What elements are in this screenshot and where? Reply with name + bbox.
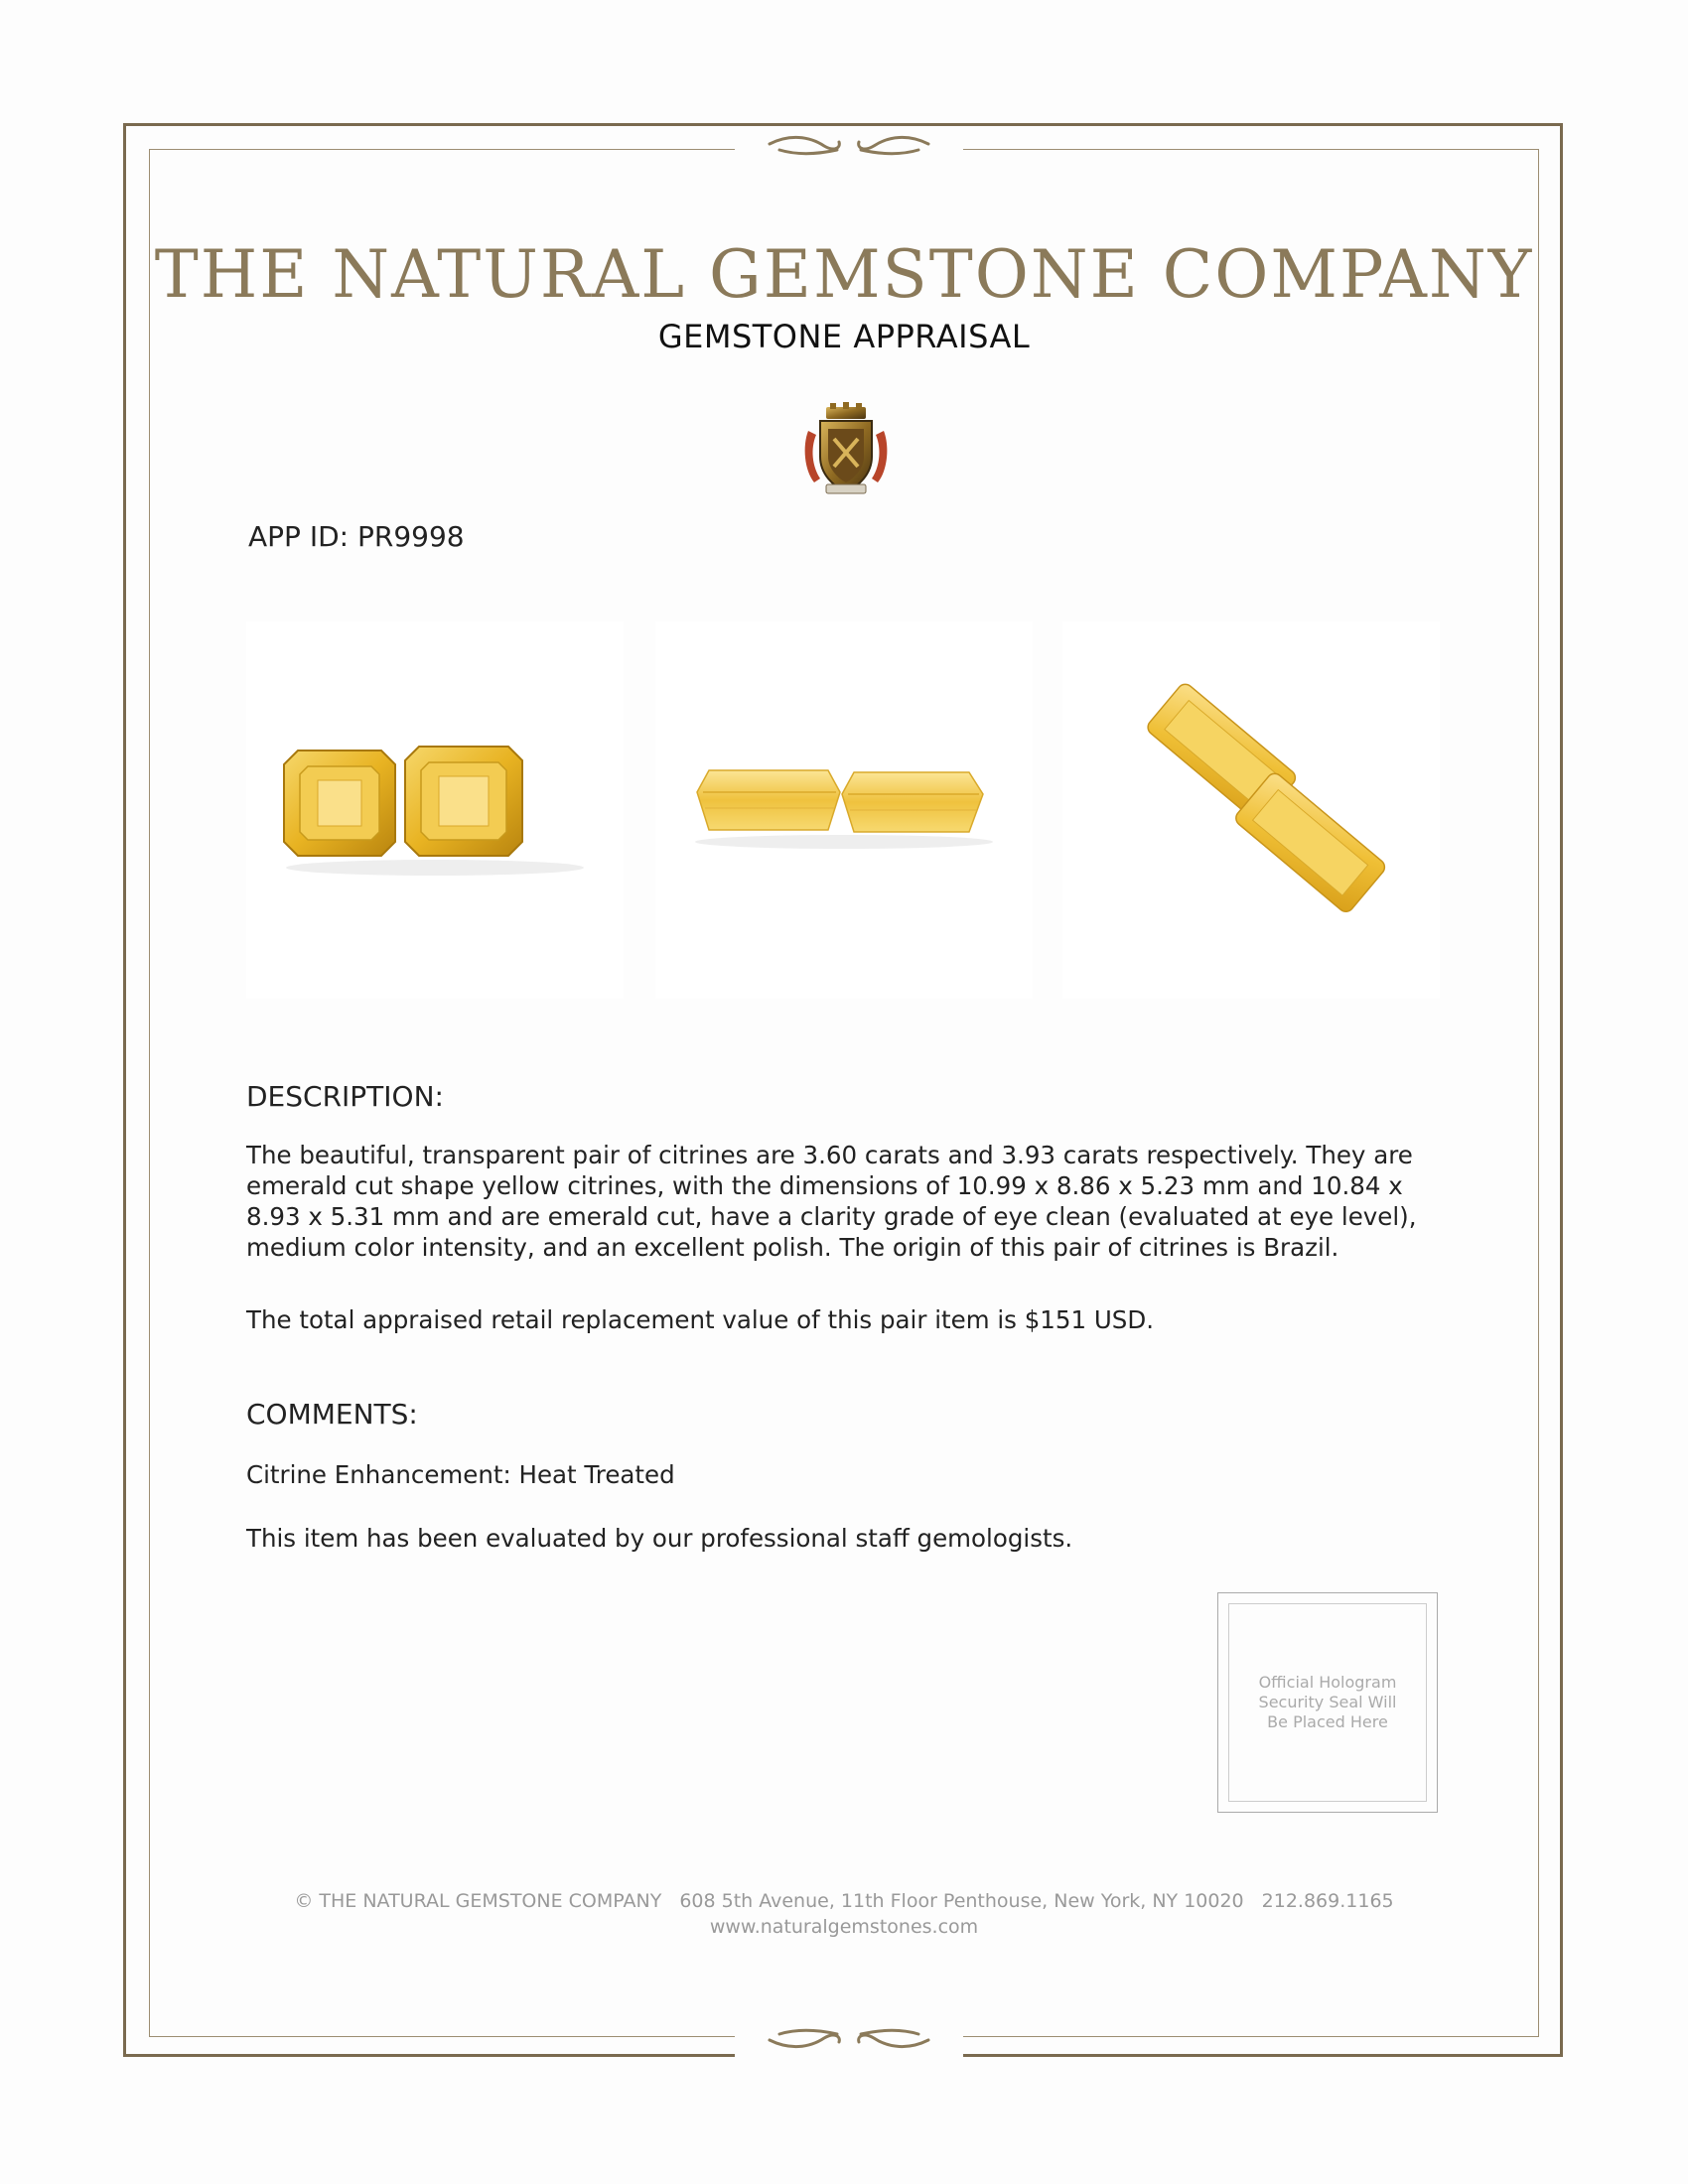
description-body: The beautiful, transparent pair of citrines are 3.60 carats and 3.93 carats respectively. They are emerald cut shape yellow citrines, with the dimensions of 10.99 x 8.86 x 5.23 mm and 10.84 x 8.93 x 5.31 mm and are emerald cut, have a clarity grade of eye clean (evaluated at eye level), medium color intensity, and an excellent polish. The origin of this pair of citrines is Brazil. [246, 1141, 1417, 1262]
gemstone-photo-angled-view [1062, 621, 1440, 999]
company-crest-logo [800, 401, 892, 498]
bottom-flourish-ornament [735, 2017, 963, 2057]
appraisal-id [248, 520, 465, 553]
footer-website-link[interactable]: www.naturalgemstones.com [709, 1916, 979, 1938]
footer-phone: 212.869.1165 [1261, 1890, 1394, 1912]
app-id-label: APP ID: [248, 520, 350, 553]
seal-placeholder-text: Official Hologram Security Seal Will Be Placed Here [1258, 1673, 1397, 1731]
gemstone-photo-top-view [246, 621, 624, 999]
seal-inner-border [1228, 1603, 1427, 1802]
enhancement-comment: Citrine Enhancement: Heat Treated [246, 1460, 675, 1489]
top-flourish-ornament [735, 127, 963, 167]
app-id-value: PR9998 [356, 520, 465, 553]
evaluation-note: This item has been evaluated by our professional staff gemologists. [246, 1524, 1073, 1553]
company-name: THE NATURAL GEMSTONE COMPANY [154, 236, 1534, 313]
gemstone-photo-side-view [655, 621, 1033, 999]
footer-copyright: © THE NATURAL GEMSTONE COMPANY [294, 1890, 662, 1912]
description-heading: DESCRIPTION: [246, 1080, 444, 1113]
footer-contact-line [149, 1890, 1539, 1912]
hologram-seal-placeholder [1217, 1592, 1438, 1813]
document-title: GEMSTONE APPRAISAL [657, 318, 1031, 355]
footer-address: 608 5th Avenue, 11th Floor Penthouse, New York, NY 10020 [679, 1890, 1244, 1912]
appraised-value-statement: The total appraised retail replacement value of this pair item is $151 USD. [246, 1305, 1154, 1334]
comments-heading: COMMENTS: [246, 1398, 418, 1431]
